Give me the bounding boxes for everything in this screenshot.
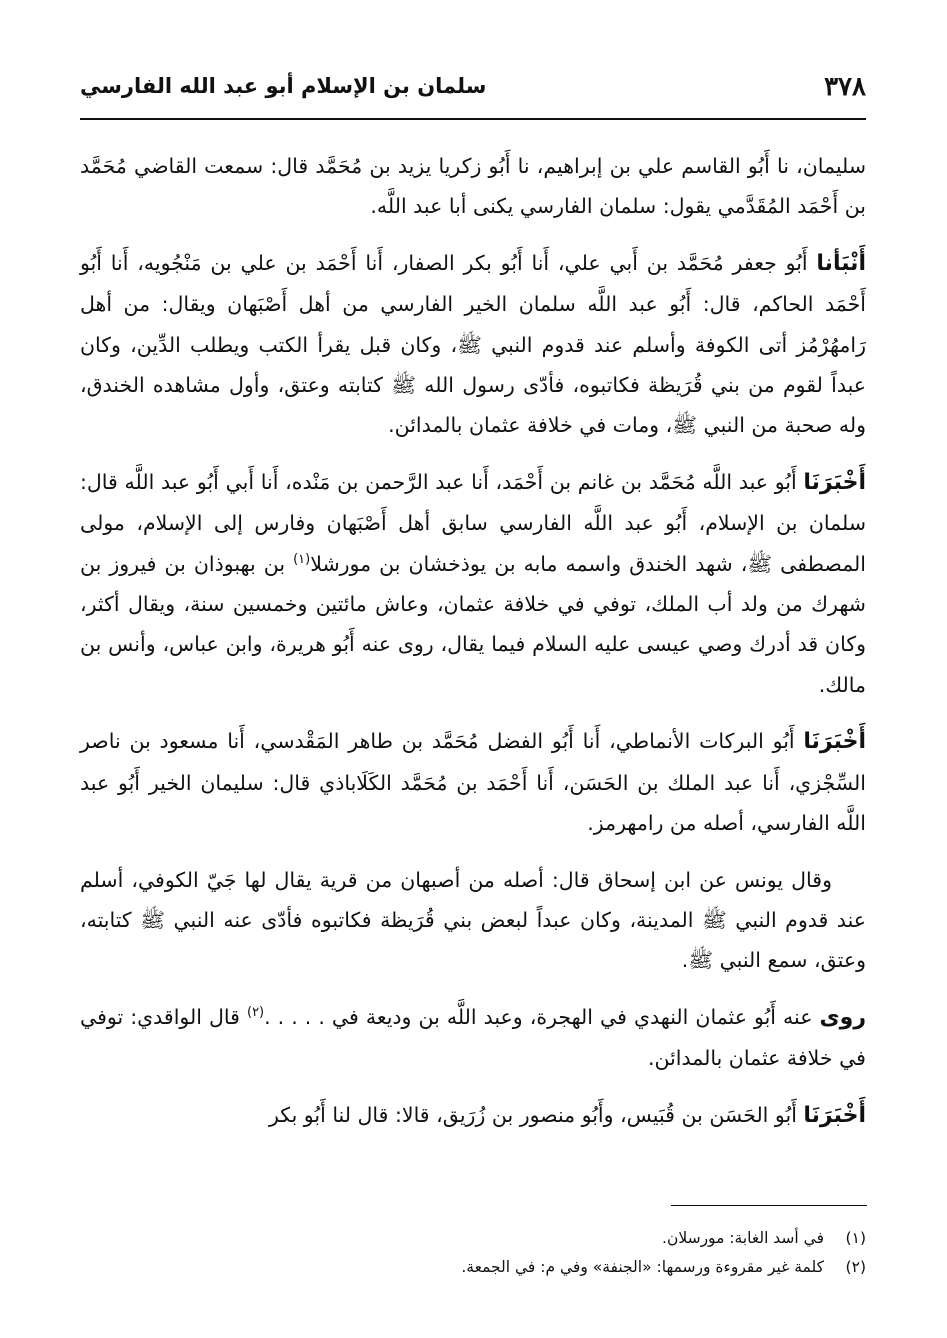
page-header [80, 62, 866, 110]
paragraph-lead-word: أَخْبَرَنَا [803, 469, 866, 495]
paragraph [80, 1095, 866, 1136]
paragraph-text: أَبُو عبد اللَّه مُحَمَّد بن غانم بن أَحْمَد، أَنا عبد الرَّحمن بن مَنْده، أَنا أَبي أَبُو عبد اللَّه قال: سلمان بن الإسلام، أَبُو عبد اللَّه الفارسي سابق أهل أَصْبَهان وفارس إلى الإسلام، مولى المصطفى ﷺ، شهد الخندق واسمه مابه بن يوذخشان بن مورشلا [80, 469, 866, 576]
paragraph-lead-word: أَنْبَأنا [816, 250, 866, 276]
running-title: سلمان بن الإسلام أبو عبد الله الفارسي [80, 74, 487, 98]
footnote-number: (١) [845, 1229, 866, 1247]
footnote-ref: (١) [293, 551, 311, 567]
footnote-rule [671, 1205, 867, 1206]
footnote [80, 1253, 866, 1282]
paragraph-text: أَبُو الحَسَن بن قُبَيس، وأَبُو منصور بن زُرَيق، قالا: قال لنا أَبُو بكر [268, 1102, 804, 1127]
paragraph [80, 997, 866, 1079]
footnote-text: في أسد الغابة: مورسلان. [662, 1229, 824, 1247]
paragraph [80, 146, 866, 227]
paragraph [80, 462, 866, 705]
footnote-text: كلمة غير مقروءة ورسمها: «الجنفة» وفي م: في الجمعة. [461, 1258, 824, 1276]
footnote-ref: (٢) [246, 1004, 265, 1020]
paragraph-text-continued: بن بهبوذان بن فيروز بن شهرك من ولد أب الملك، توفي في خلافة عثمان، وعاش مائتين وخمسين سنة، ويقال أكثر، وكان قد أدرك وصي عيسى عليه السلام فيما يقال، روى عنه أَبُو هريرة، وابن عباس، وأنس بن مالك. [80, 551, 866, 697]
footnote [80, 1224, 866, 1253]
paragraph-lead-word: أَخْبَرَنَا [803, 729, 866, 755]
header-rule [80, 118, 866, 120]
paragraph [80, 721, 866, 843]
paragraph-text: أَبُو البركات الأنماطي، أَنا أَبُو الفضل مُحَمَّد بن طاهر المَقْدسي، أَنا مسعود بن ناصر السِّجْزي، أَنا عبد الملك بن الحَسَن، أَنا أَحْمَد بن مُحَمَّد الكَلَاباذي قال: سليمان الخير أَبُو عبد اللَّه الفارسي، أصله من رامهرمز. [80, 729, 866, 836]
paragraph-text: سليمان، نا أَبُو القاسم علي بن إبراهيم، نا أَبُو زكريا يزيد بن مُحَمَّد قال: سمعت القاضي مُحَمَّد بن أَحْمَد المُقَدَّمي يقول: سلمان الفارسي يكنى أبا عبد اللَّه. [80, 154, 866, 219]
page-number: ٣٧٨ [824, 72, 866, 102]
paragraph [80, 243, 866, 446]
paragraph-text-continued: قال الواقدي: توفي في خلافة عثمان بالمدائن. [80, 1004, 866, 1071]
footnotes [80, 1224, 866, 1282]
paragraph [80, 860, 866, 981]
paragraph-text: وقال يونس عن ابن إسحاق قال: أصله من أصبهان من قرية يقال لها جَيّ الكوفي، أسلم عند قدوم النبي ﷺ المدينة، وكان عبداً لبعض بني قُرَيظة فكاتبوه فأدّى عنه النبي ﷺ كتابته، وعتق، سمع النبي ﷺ. [80, 867, 866, 973]
footnote-number: (٢) [845, 1258, 866, 1276]
paragraph-lead-word: أَخْبَرَنَا [803, 1102, 866, 1128]
paragraph-lead-word: روى [819, 1004, 866, 1030]
main-text [80, 146, 866, 1152]
paragraph-text: أَبُو جعفر مُحَمَّد بن أَبي علي، أَنا أَبُو بكر الصفار، أَنا أَحْمَد بن علي بن مَنْجُويه، أَنا أَبُو أَحْمَد الحاكم، قال: أَبُو عبد اللَّه سلمان الخير الفارسي من أهل أَصْبَهان ويقال: من أهل رَامهُرْمُز أتى الكوفة وأسلم عند قدوم النبي ﷺ، وكان قبل يقرأ الكتب ويطلب الدِّين، وكان عبداً لقوم من بني قُرَيظة فكاتبوه، فأدّى رسول الله ﷺ كتابته وعتق، وأول مشاهده الخندق، وله صحبة من النبي ﷺ، ومات في خلافة عثمان بالمدائن. [80, 250, 866, 438]
paragraph-text: عنه أَبُو عثمان النهدي في الهجرة، وعبد اللَّه بن وديعة في . . . . . [264, 1004, 820, 1029]
